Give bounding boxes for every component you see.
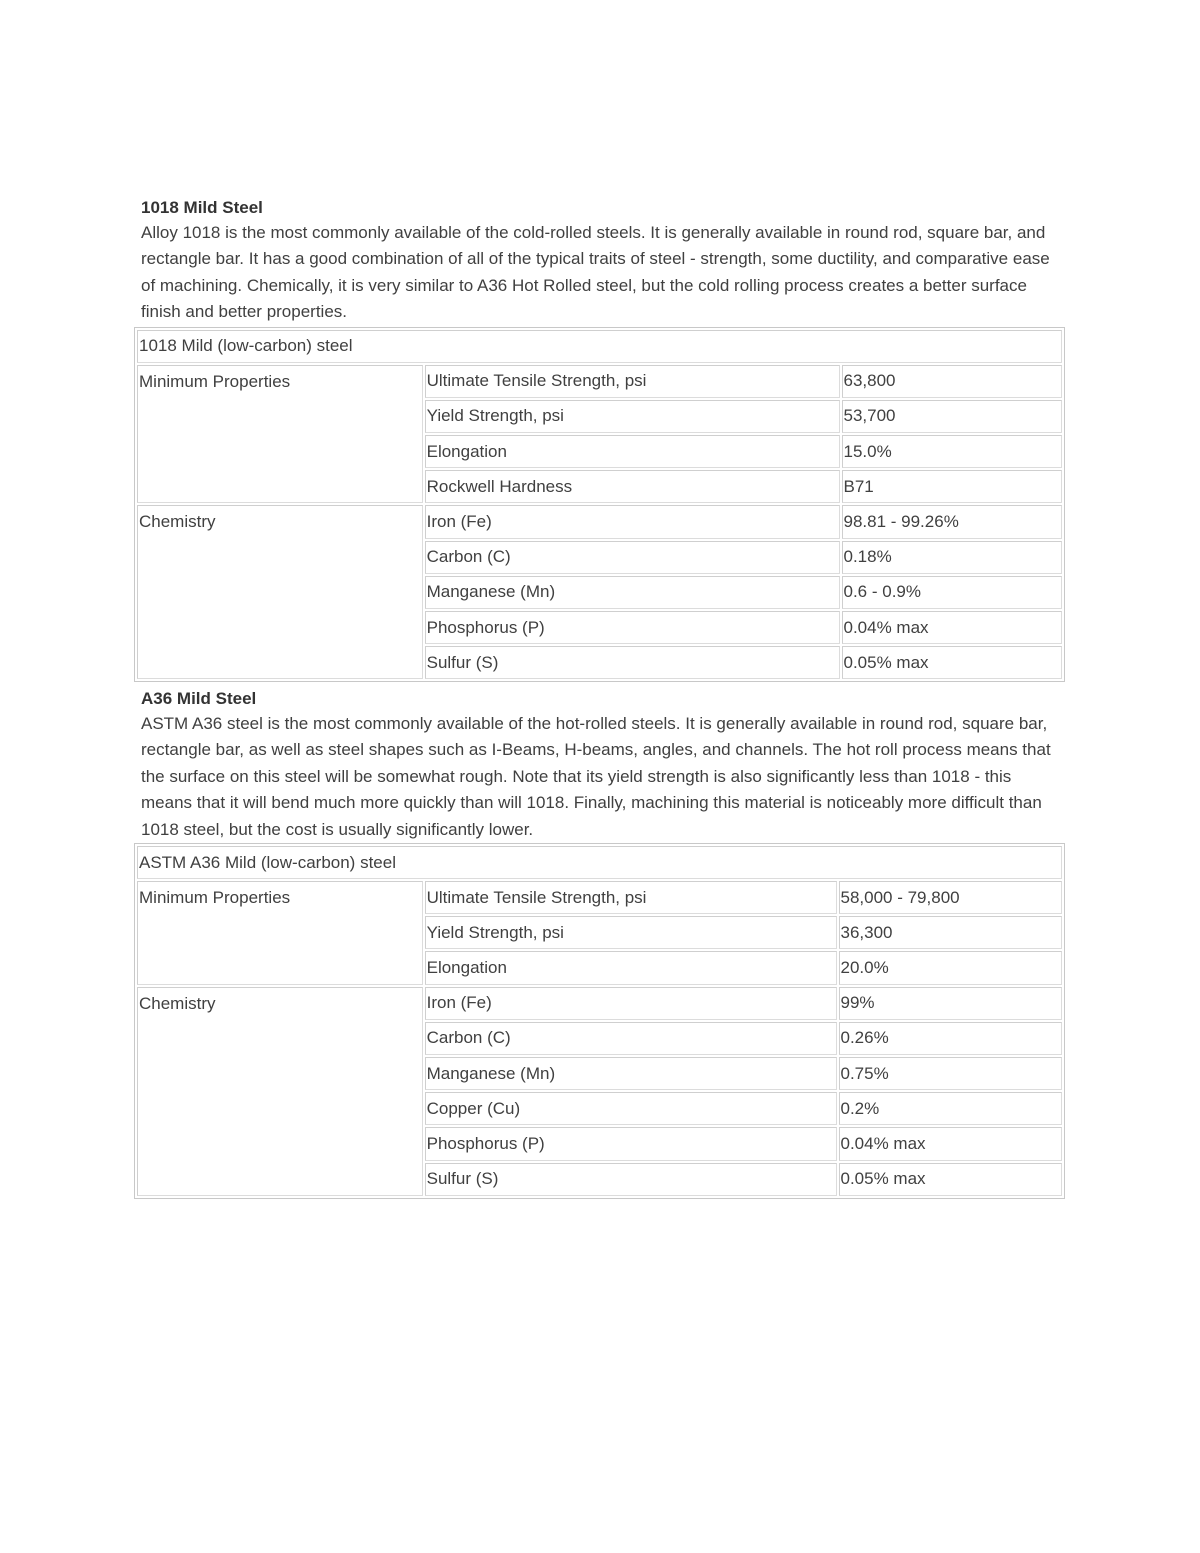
property-value: 0.04% max bbox=[839, 1127, 1063, 1160]
group-label-chemistry: Chemistry bbox=[137, 505, 423, 679]
property-name: Carbon (C) bbox=[425, 541, 840, 574]
property-value: 36,300 bbox=[839, 916, 1063, 949]
group-label-minimum-properties: Minimum Properties bbox=[137, 881, 423, 985]
property-value: 15.0% bbox=[842, 435, 1063, 468]
property-value: 53,700 bbox=[842, 400, 1063, 433]
property-name: Phosphorus (P) bbox=[425, 611, 840, 644]
property-value: 63,800 bbox=[842, 365, 1063, 398]
property-value: 0.6 - 0.9% bbox=[842, 576, 1063, 609]
property-value: 0.05% max bbox=[842, 646, 1063, 679]
property-name: Manganese (Mn) bbox=[425, 576, 840, 609]
property-name: Rockwell Hardness bbox=[425, 470, 840, 503]
property-name: Iron (Fe) bbox=[425, 987, 837, 1020]
section-title: A36 Mild Steel bbox=[141, 689, 257, 708]
property-value: 0.18% bbox=[842, 541, 1063, 574]
property-value: B71 bbox=[842, 470, 1063, 503]
properties-table-1018 bbox=[134, 327, 1065, 683]
section-1018-mild-steel bbox=[141, 196, 1066, 682]
property-value: 0.75% bbox=[839, 1057, 1063, 1090]
property-name: Yield Strength, psi bbox=[425, 916, 837, 949]
property-name: Manganese (Mn) bbox=[425, 1057, 837, 1090]
table-row bbox=[137, 881, 1062, 914]
group-label-minimum-properties: Minimum Properties bbox=[137, 365, 423, 504]
section-description: ASTM A36 steel is the most commonly available of the hot-rolled steels. It is generally available in round rod, square bar, rectangle bar, as well as steel shapes such as I-Beams, H-beams, angles, and channels. The hot roll process means that the surface on this steel will be somewhat rough. Note that its yield strength is also significantly less than 1018 - this means that it will bend much more quickly than will 1018. Finally, machining this material is noticeably more difficult than 1018 steel, but the cost is usually significantly lower. bbox=[141, 714, 1051, 839]
table-row bbox=[137, 365, 1062, 398]
property-name: Elongation bbox=[425, 435, 840, 468]
table-caption-row bbox=[137, 846, 1062, 879]
table-caption-row bbox=[137, 330, 1062, 363]
property-value: 0.2% bbox=[839, 1092, 1063, 1125]
property-name: Ultimate Tensile Strength, psi bbox=[425, 365, 840, 398]
property-value: 0.26% bbox=[839, 1022, 1063, 1055]
section-a36-mild-steel bbox=[141, 687, 1066, 1199]
property-name: Copper (Cu) bbox=[425, 1092, 837, 1125]
table-row bbox=[137, 505, 1062, 538]
property-name: Sulfur (S) bbox=[425, 646, 840, 679]
property-value: 99% bbox=[839, 987, 1063, 1020]
property-name: Phosphorus (P) bbox=[425, 1127, 837, 1160]
property-name: Ultimate Tensile Strength, psi bbox=[425, 881, 837, 914]
table-caption: ASTM A36 Mild (low-carbon) steel bbox=[137, 846, 1062, 879]
table-row bbox=[137, 987, 1062, 1020]
property-name: Carbon (C) bbox=[425, 1022, 837, 1055]
property-value: 0.04% max bbox=[842, 611, 1063, 644]
table-caption: 1018 Mild (low-carbon) steel bbox=[137, 330, 1062, 363]
property-value: 20.0% bbox=[839, 951, 1063, 984]
property-name: Iron (Fe) bbox=[425, 505, 840, 538]
property-value: 58,000 - 79,800 bbox=[839, 881, 1063, 914]
group-label-chemistry: Chemistry bbox=[137, 987, 423, 1196]
property-name: Sulfur (S) bbox=[425, 1163, 837, 1196]
section-title: 1018 Mild Steel bbox=[141, 198, 263, 217]
property-value: 0.05% max bbox=[839, 1163, 1063, 1196]
property-name: Elongation bbox=[425, 951, 837, 984]
property-value: 98.81 - 99.26% bbox=[842, 505, 1063, 538]
properties-table-a36 bbox=[134, 843, 1065, 1199]
property-name: Yield Strength, psi bbox=[425, 400, 840, 433]
section-description: Alloy 1018 is the most commonly available of the cold-rolled steels. It is generally available in round rod, square bar, and rectangle bar. It has a good combination of all of the typical traits of steel - strength, some ductility, and comparative ease of machining. Chemically, it is very similar to A36 Hot Rolled steel, but the cold rolling process creates a better surface finish and better properties. bbox=[141, 223, 1050, 322]
